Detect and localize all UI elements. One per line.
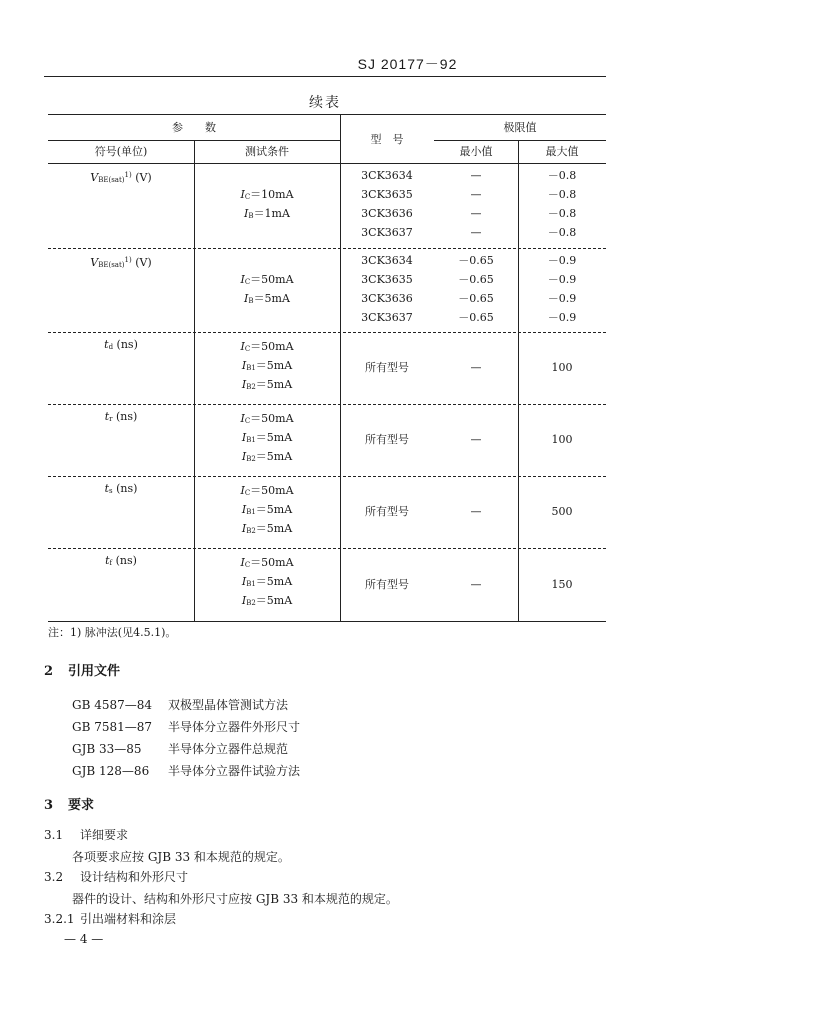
max-value: －0.8 xyxy=(547,207,577,220)
symbol-main: I xyxy=(240,412,245,425)
condition-value: ＝5mA xyxy=(255,522,293,535)
section-3-heading xyxy=(44,794,94,813)
section-number: 2 xyxy=(44,664,54,679)
symbol-main: t xyxy=(105,554,110,567)
condition-value: ＝10mA xyxy=(250,188,294,201)
test-condition xyxy=(194,289,340,311)
min-value: －0.65 xyxy=(458,273,494,286)
section-3-2-1-heading xyxy=(44,910,176,927)
min-value: — xyxy=(470,226,482,239)
table-note: 注：1) 脉冲法(见4.5.1)。 xyxy=(48,626,177,639)
symbol-subscript: B2 xyxy=(246,383,256,391)
symbol-main: t xyxy=(104,410,110,423)
condition-value: ＝50mA xyxy=(250,340,294,353)
parameter-symbol xyxy=(48,551,194,573)
symbol-subscript: f xyxy=(109,559,113,567)
min-value: －0.65 xyxy=(458,292,494,305)
max-value: －0.9 xyxy=(547,254,577,267)
symbol-subscript: B2 xyxy=(246,599,256,607)
section-title: 要求 xyxy=(68,798,95,813)
min-value: — xyxy=(470,361,482,374)
min-value: — xyxy=(470,169,482,182)
symbol-unit: (V) xyxy=(131,171,152,184)
symbol-superscript: 1) xyxy=(124,256,132,264)
max-value: －0.9 xyxy=(547,311,577,324)
max-value: －0.8 xyxy=(547,226,577,239)
condition-value: ＝50mA xyxy=(250,273,294,286)
document-code: SJ 20177－92 xyxy=(357,56,458,72)
symbol-unit: (V) xyxy=(131,256,152,269)
min-value: — xyxy=(470,188,482,201)
symbol-subscript: s xyxy=(109,487,113,495)
table-rule xyxy=(434,140,606,141)
symbol-main: I xyxy=(240,484,245,497)
test-condition xyxy=(194,447,340,469)
table-rule xyxy=(48,476,606,477)
symbol-subscript: B1 xyxy=(246,580,256,588)
condition-value: ＝5mA xyxy=(255,575,293,588)
test-condition xyxy=(194,204,340,226)
table-rule xyxy=(48,163,606,164)
symbol-subscript: B1 xyxy=(246,436,256,444)
section-3-1-heading xyxy=(44,826,128,843)
model-cell: 所有型号 xyxy=(365,361,409,374)
max-value: 500 xyxy=(551,505,573,518)
model-cell: 所有型号 xyxy=(365,433,409,446)
table-rule xyxy=(48,332,606,333)
reference-title: 半导体分立器件外形尺寸 xyxy=(168,720,301,734)
model-cell: 3CK3637 xyxy=(361,311,413,324)
header-max: 最大值 xyxy=(545,145,579,158)
condition-value: ＝5mA xyxy=(253,292,290,305)
test-condition xyxy=(194,375,340,397)
min-value: — xyxy=(470,433,482,446)
model-cell: 3CK3635 xyxy=(361,188,413,201)
page-number: — 4 — xyxy=(64,932,104,946)
section-title: 引出端材料和涂层 xyxy=(80,912,177,926)
header-parameters: 参 数 xyxy=(172,121,216,134)
reference-item xyxy=(72,762,300,779)
symbol-subscript: C xyxy=(244,417,251,425)
symbol-subscript: C xyxy=(244,193,251,201)
header-symbol: 符号(单位) xyxy=(94,145,148,158)
symbol-main: I xyxy=(244,207,249,220)
model-cell: 3CK3637 xyxy=(361,226,413,239)
condition-value: ＝5mA xyxy=(255,594,293,607)
symbol-subscript: B2 xyxy=(246,527,256,535)
section-number: 3 xyxy=(44,798,54,813)
symbol-subscript: BE(sat) xyxy=(98,261,125,269)
reference-code: GB 4587—84 xyxy=(72,698,153,712)
section-number: 3.2 xyxy=(44,870,64,884)
symbol-subscript: B xyxy=(248,297,254,305)
symbol-unit: (ns) xyxy=(112,554,137,567)
condition-value: ＝1mA xyxy=(253,207,290,220)
section-title: 详细要求 xyxy=(80,828,129,842)
reference-title: 双极型晶体管测试方法 xyxy=(168,698,289,712)
min-value: －0.65 xyxy=(458,311,494,324)
symbol-main: I xyxy=(241,359,247,372)
min-value: — xyxy=(470,207,482,220)
symbol-main: I xyxy=(241,431,247,444)
symbol-main: I xyxy=(241,378,247,391)
condition-value: ＝5mA xyxy=(255,431,293,444)
symbol-subscript: C xyxy=(244,561,251,569)
symbol-subscript: B xyxy=(248,212,254,220)
symbol-main: t xyxy=(104,338,109,351)
table-rule xyxy=(48,114,606,115)
table-caption: 续表 xyxy=(309,95,341,111)
symbol-main: I xyxy=(241,594,247,607)
section-number: 3.2.1 xyxy=(44,912,75,926)
reference-code: GJB 33—85 xyxy=(72,742,142,756)
section-3-2-heading xyxy=(44,868,188,885)
symbol-main: I xyxy=(240,556,245,569)
model-cell: 3CK3636 xyxy=(361,292,413,305)
condition-value: ＝50mA xyxy=(250,556,294,569)
parameter-symbol xyxy=(48,251,194,275)
model-cell: 所有型号 xyxy=(365,577,409,591)
symbol-subscript: BE(sat) xyxy=(98,176,125,184)
symbol-unit: (ns) xyxy=(113,338,138,351)
max-value: －0.9 xyxy=(547,292,577,305)
symbol-main: V xyxy=(90,256,99,269)
header-limit: 极限值 xyxy=(503,121,537,134)
reference-item xyxy=(72,718,300,735)
min-value: — xyxy=(470,505,482,518)
max-value: 100 xyxy=(551,361,573,374)
parameter-symbol xyxy=(48,407,194,429)
section-number: 3.1 xyxy=(44,828,64,842)
condition-value: ＝50mA xyxy=(250,484,294,497)
symbol-subscript: r xyxy=(109,415,113,423)
header-rule xyxy=(44,76,606,77)
reference-item xyxy=(72,740,288,757)
symbol-main: I xyxy=(240,188,245,201)
symbol-unit: (ns) xyxy=(112,410,138,423)
symbol-subscript: C xyxy=(244,345,251,353)
condition-value: ＝5mA xyxy=(255,450,293,463)
symbol-superscript: 1) xyxy=(124,171,132,179)
section-title: 引用文件 xyxy=(68,664,121,679)
condition-value: ＝5mA xyxy=(255,359,293,372)
symbol-subscript: C xyxy=(244,489,251,497)
section-2-heading xyxy=(44,660,120,679)
symbol-main: I xyxy=(241,575,247,588)
symbol-unit: (ns) xyxy=(112,482,138,495)
reference-code: GJB 128—86 xyxy=(72,764,150,778)
max-value: 100 xyxy=(551,433,573,446)
symbol-main: I xyxy=(244,292,249,305)
min-value: — xyxy=(470,577,482,591)
header-min: 最小值 xyxy=(459,145,493,158)
header-condition: 测试条件 xyxy=(245,145,289,158)
symbol-subscript: B2 xyxy=(246,455,256,463)
symbol-main: I xyxy=(240,340,245,353)
section-3-1-text: 各项要求应按 GJB 33 和本规范的规定。 xyxy=(72,850,290,864)
condition-value: ＝5mA xyxy=(255,378,293,391)
table-rule xyxy=(48,248,606,249)
parameter-symbol xyxy=(48,166,194,190)
spec-table xyxy=(48,114,606,621)
parameter-symbol xyxy=(48,335,194,357)
min-value: －0.65 xyxy=(458,254,494,267)
reference-code: GB 7581—87 xyxy=(72,720,153,734)
condition-value: ＝50mA xyxy=(250,412,294,425)
symbol-main: I xyxy=(241,450,247,463)
parameter-symbol xyxy=(48,479,194,501)
symbol-subscript: B1 xyxy=(246,364,256,372)
symbol-main: t xyxy=(104,482,109,495)
max-value: －0.9 xyxy=(547,273,577,286)
model-cell: 3CK3636 xyxy=(361,207,413,220)
reference-title: 半导体分立器件试验方法 xyxy=(168,764,301,778)
symbol-main: I xyxy=(241,522,247,535)
max-value: －0.8 xyxy=(547,188,577,201)
table-rule xyxy=(48,621,606,622)
symbol-main: I xyxy=(240,273,245,286)
symbol-subscript: d xyxy=(108,343,114,351)
condition-value: ＝5mA xyxy=(255,503,293,516)
max-value: 150 xyxy=(551,577,573,591)
section-3-2-text: 器件的设计、结构和外形尺寸应按 GJB 33 和本规范的规定。 xyxy=(72,892,398,906)
symbol-subscript: B1 xyxy=(246,508,256,516)
symbol-main: V xyxy=(90,171,99,184)
model-cell: 3CK3635 xyxy=(361,273,413,286)
model-cell: 所有型号 xyxy=(365,505,409,518)
symbol-main: I xyxy=(241,503,247,516)
section-title: 设计结构和外形尺寸 xyxy=(80,870,189,884)
header-model: 型 号 xyxy=(370,133,404,146)
reference-item xyxy=(72,696,288,713)
model-cell: 3CK3634 xyxy=(361,254,413,267)
model-cell: 3CK3634 xyxy=(361,169,413,182)
table-rule xyxy=(48,404,606,405)
test-condition xyxy=(194,519,340,541)
symbol-subscript: C xyxy=(244,278,251,286)
table-rule xyxy=(48,548,606,549)
test-condition xyxy=(194,591,340,613)
max-value: －0.8 xyxy=(547,169,577,182)
reference-title: 半导体分立器件总规范 xyxy=(168,742,289,756)
